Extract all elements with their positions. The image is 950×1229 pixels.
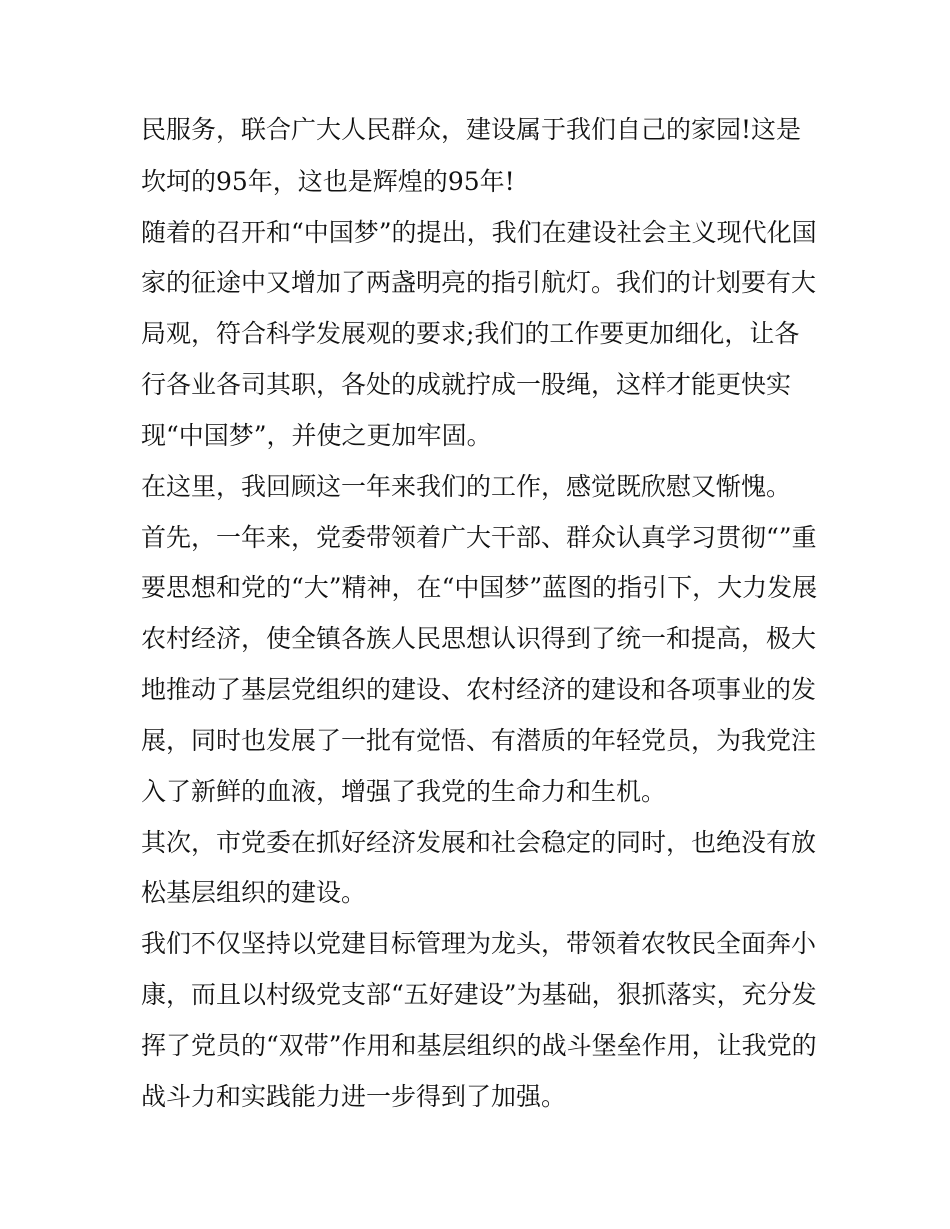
text-line: 我们不仅坚持以党建目标管理为龙头，带领着农牧民全面奔小 [141,929,817,958]
text-line: 要思想和党的“大”精神，在“中国梦”蓝图的指引下，大力发展 [141,573,818,602]
text-line: 随着的召开和“中国梦”的提出，我们在建设社会主义现代化国 [141,218,817,247]
text-line: 康，而且以村级党支部“五好建设”为基础，狠抓落实，充分发 [141,980,817,1009]
text-line: 坎坷的95年，这也是辉煌的95年! [141,167,515,196]
text-line: 民服务，联合广大人民群众，建设属于我们自己的家园!这是 [141,115,802,144]
text-line: 松基层组织的建设。 [141,878,367,907]
text-line: 在这里，我回顾这一年来我们的工作，感觉既欣慰又惭愧。 [141,472,792,501]
text-line: 农村经济，使全镇各族人民思想认识得到了统一和提高，极大 [141,624,817,653]
text-line: 地推动了基层党组织的建设、农村经济的建设和各项事业的发 [141,675,817,704]
text-line: 入了新鲜的血液，增强了我党的生命力和生机。 [141,777,667,806]
text-line: 战斗力和实践能力进一步得到了加强。 [141,1082,567,1111]
text-line: 展，同时也发展了一批有觉悟、有潜质的年轻党员，为我党注 [141,726,817,755]
text-line: 挥了党员的“双带”作用和基层组织的战斗堡垒作用，让我党的 [141,1031,817,1060]
text-line: 现“中国梦”，并使之更加牢固。 [141,421,492,450]
text-line: 首先，一年来，党委带领着广大干部、群众认真学习贯彻“”重 [141,523,817,552]
text-line: 其次，市党委在抓好经济发展和社会稳定的同时，也绝没有放 [141,828,817,857]
text-line: 家的征途中又增加了两盏明亮的指引航灯。我们的计划要有大 [141,268,817,297]
text-line: 行各业各司其职，各处的成就拧成一股绳，这样才能更快实 [141,370,792,399]
text-line: 局观，符合科学发展观的要求;我们的工作要更加细化，让各 [141,319,800,348]
